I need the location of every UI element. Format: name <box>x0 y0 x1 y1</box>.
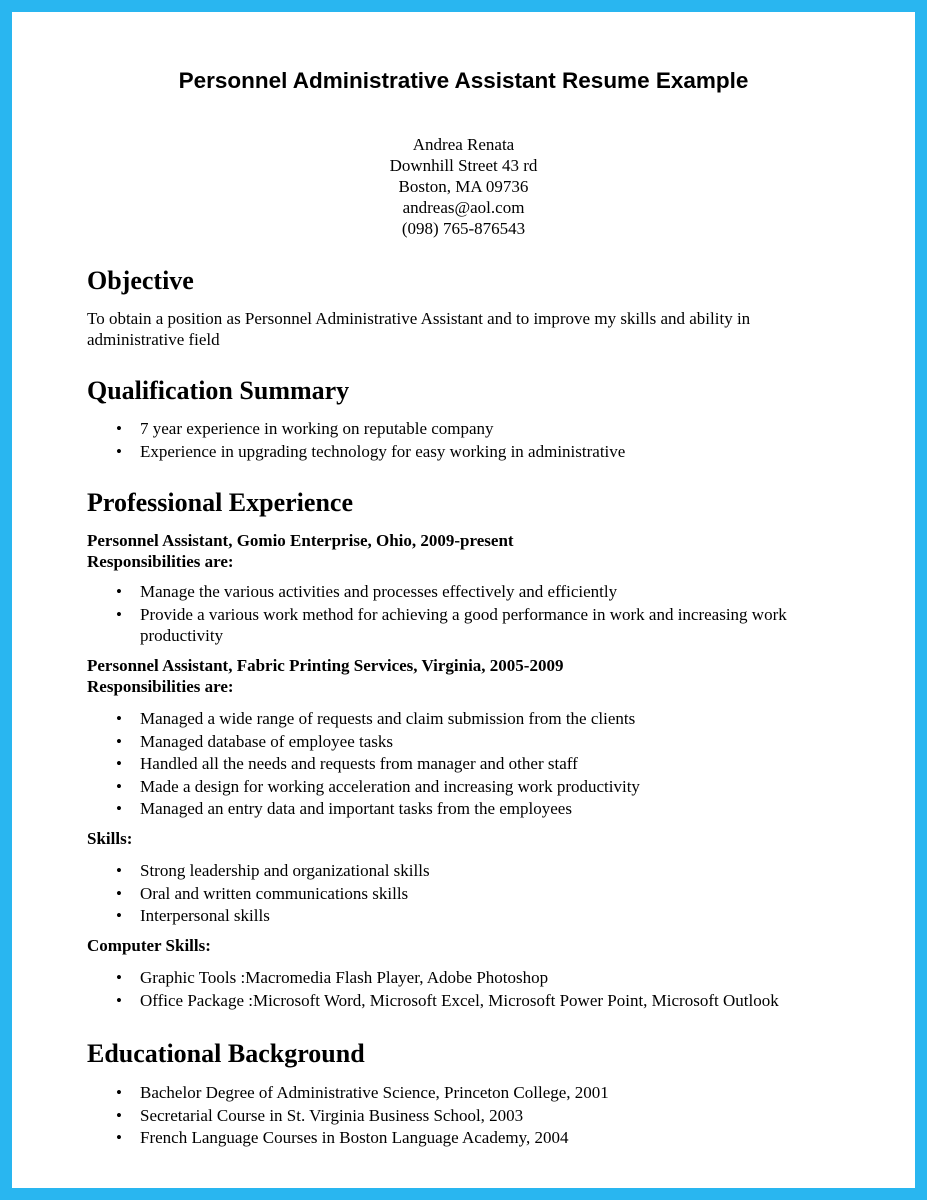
contact-name: Andrea Renata <box>412 135 515 154</box>
objective-heading: Objective <box>87 266 194 295</box>
list-item: • Oral and written communications skills <box>0 883 840 906</box>
list-item: • Office Package :Microsoft Word, Microsoft Excel, Microsoft Power Point, Microsoft Outlook <box>0 990 900 1013</box>
list-item: • Made a design for working acceleration and increasing work productivity <box>0 776 840 799</box>
contact-city: Boston, MA 09736 <box>398 177 529 196</box>
list-item: • Strong leadership and organizational skills <box>0 860 840 883</box>
job-title-2: Personnel Assistant, Fabric Printing Services, Virginia, 2005-2009 <box>87 656 564 675</box>
job-2-list <box>0 708 840 821</box>
list-item: • Bachelor Degree of Administrative Science, Princeton College, 2001 <box>0 1082 840 1105</box>
job-responsibilities-label-1: Responsibilities are: <box>87 552 234 571</box>
experience-heading: Professional Experience <box>87 488 353 517</box>
objective-text: To obtain a position as Personnel Administrative Assistant and to improve my skills and ability in administrative field <box>87 309 751 349</box>
list-item: • French Language Courses in Boston Language Academy, 2004 <box>0 1127 840 1150</box>
contact-email: andreas@aol.com <box>402 198 525 217</box>
list-item: • Managed database of employee tasks <box>0 731 840 754</box>
list-item: • Provide a various work method for achieving a good performance in work and increasing work productivity <box>0 604 840 646</box>
list-item: • Interpersonal skills <box>0 905 840 928</box>
contact-phone: (098) 765-876543 <box>401 219 526 238</box>
list-item: • Manage the various activities and processes effectively and efficiently <box>0 581 840 604</box>
contact-block <box>0 134 927 239</box>
education-list <box>0 1082 840 1150</box>
skills-list <box>0 860 840 928</box>
job-responsibilities-label-2: Responsibilities are: <box>87 677 234 696</box>
job-title-1: Personnel Assistant, Gomio Enterprise, Ohio, 2009-present <box>87 531 514 550</box>
list-item: • 7 year experience in working on reputable company <box>0 418 840 441</box>
job-1-list <box>0 581 840 646</box>
list-item: • Managed an entry data and important tasks from the employees <box>0 798 840 821</box>
skills-label: Skills: <box>87 829 133 848</box>
list-item: • Managed a wide range of requests and claim submission from the clients <box>0 708 840 731</box>
computer-skills-list <box>0 967 900 1012</box>
list-item: • Experience in upgrading technology for easy working in administrative <box>0 441 840 464</box>
list-item: • Secretarial Course in St. Virginia Business School, 2003 <box>0 1105 840 1128</box>
education-heading: Educational Background <box>87 1039 365 1068</box>
contact-street: Downhill Street 43 rd <box>389 156 538 175</box>
list-item: • Graphic Tools :Macromedia Flash Player, Adobe Photoshop <box>0 967 840 990</box>
computer-skills-label: Computer Skills: <box>87 936 211 955</box>
document-title: Personnel Administrative Assistant Resume Example <box>178 68 749 93</box>
qualification-list <box>0 418 840 463</box>
qualification-heading: Qualification Summary <box>87 376 350 405</box>
list-item: • Handled all the needs and requests from manager and other staff <box>0 753 840 776</box>
